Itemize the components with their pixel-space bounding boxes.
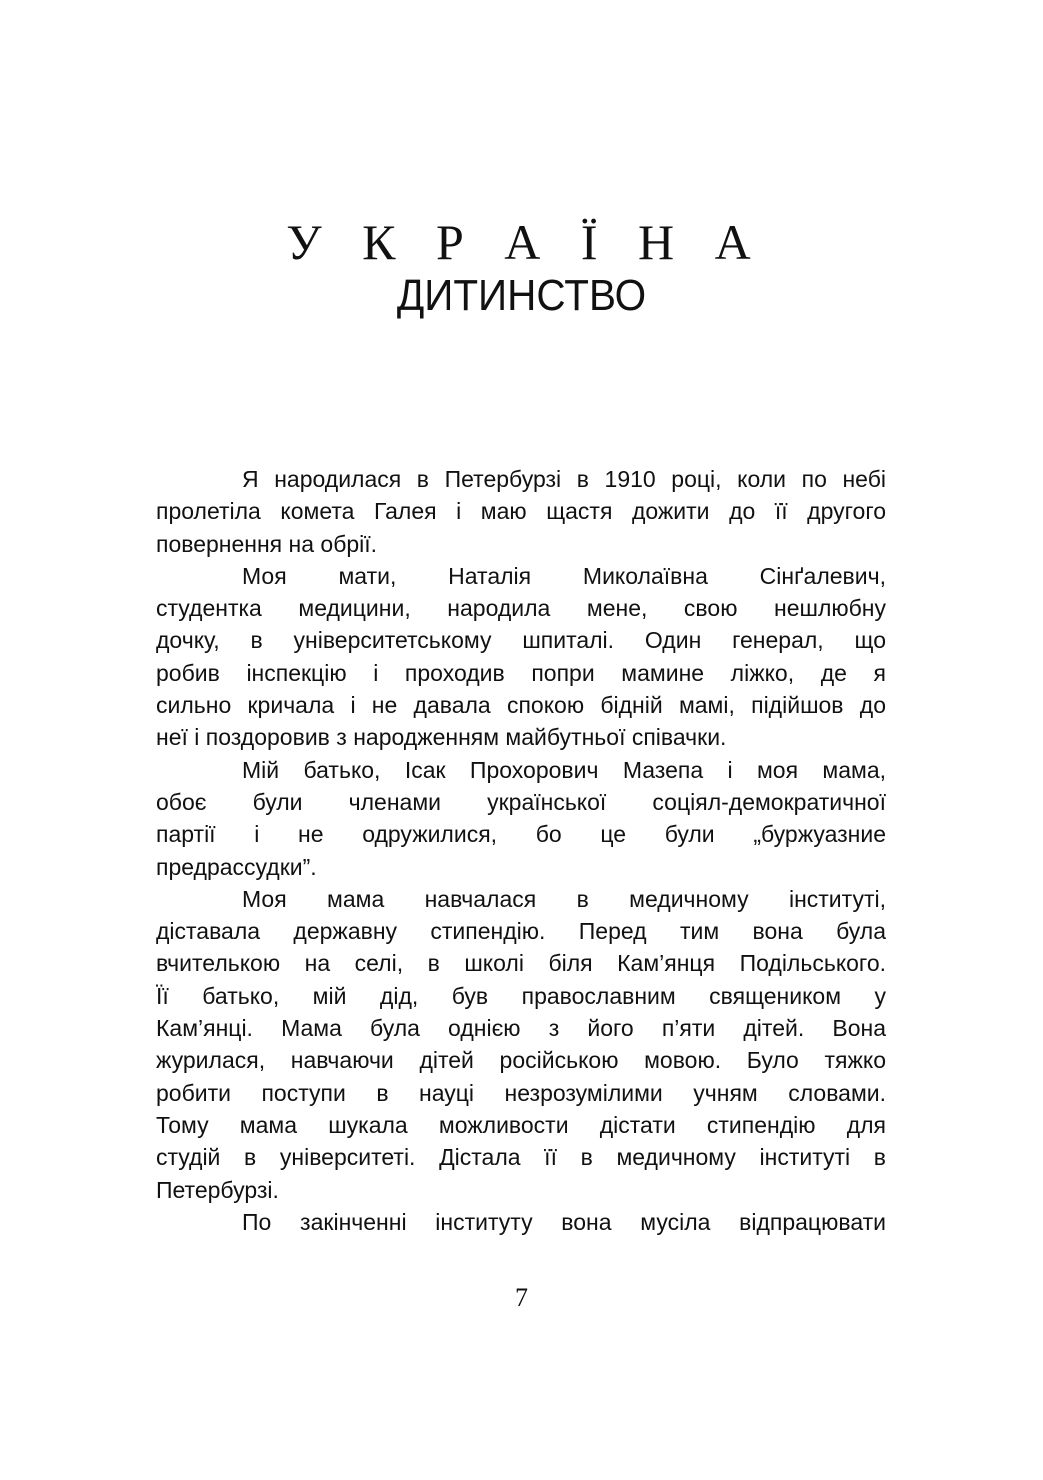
text-line: партії і не одружилися, бо це були „буржуазние — [156, 821, 886, 848]
text-line: журилася, навчаючи дітей російською мовою. Було тяжко — [156, 1047, 886, 1074]
page-number: 7 — [515, 1283, 528, 1312]
text-line: дочку, в університетському шпиталі. Один генерал, що — [156, 627, 886, 654]
text-line: сильно кричала і не давала спокою бідній мамі, підійшов до — [156, 692, 886, 719]
text-line: обоє були членами української соціял-демократичної — [156, 788, 886, 815]
text-line: пролетіла комета Галея і маю щастя дожити до її другого — [156, 498, 886, 525]
body-text — [156, 463, 886, 1238]
text-line: Її батько, мій дід, був православним священиком у — [156, 982, 886, 1009]
text-line: предрассудки”. — [156, 853, 317, 880]
text-line: Мій батько, Ісак Прохорович Мазепа і моя мама, — [242, 756, 886, 783]
text-line: повернення на обрії. — [156, 530, 378, 557]
text-line: неї і поздоровив з народженням майбутньої співачки. — [156, 724, 727, 751]
text-line: Кам’янці. Мама була однією з його п’яти дітей. Вона — [156, 1015, 886, 1042]
chapter-subtitle: ДИТИНСТВО — [396, 271, 647, 320]
text-line: Тому мама шукала можливости дістати стипендію для — [156, 1111, 886, 1138]
text-line: По закінченні інституту вона мусіла відпрацювати — [242, 1208, 886, 1235]
text-line: діставала державну стипендію. Перед тим вона була — [156, 918, 886, 945]
text-line: Моя мама навчалася в медичному інституті, — [242, 885, 886, 912]
chapter-title: У К Р А Ї Н А — [286, 214, 765, 270]
text-line: Петербурзі. — [156, 1176, 279, 1203]
text-line: студій в університеті. Дістала її в медичному інституті в — [156, 1144, 886, 1171]
text-line: студентка медицини, народила мене, свою нешлюбну — [156, 595, 886, 622]
text-line: робити поступи в науці незрозумілими учням словами. — [156, 1079, 886, 1106]
text-line: Моя мати, Наталія Миколаївна Сінґалевич, — [242, 562, 886, 589]
text-line: Я народилася в Петербурзі в 1910 році, коли по небі — [242, 466, 886, 492]
text-line: робив інспекцію і проходив попри мамине ліжко, де я — [156, 659, 886, 686]
text-line: вчителькою на селі, в школі біля Кам’янця Подільського. — [156, 950, 886, 977]
